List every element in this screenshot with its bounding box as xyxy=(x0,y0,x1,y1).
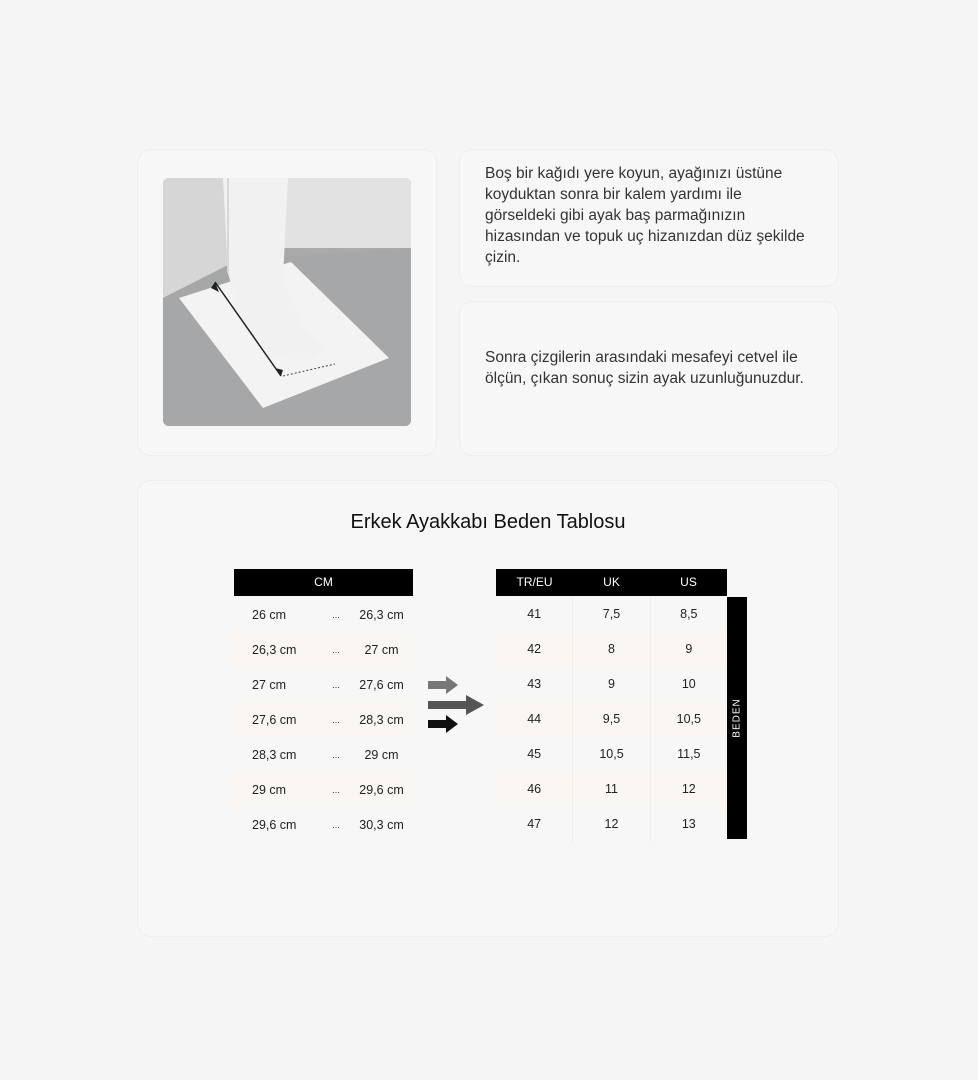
cm-to: 29,6 cm xyxy=(359,782,404,797)
size-row xyxy=(496,632,727,667)
cm-to: 26,3 cm xyxy=(359,607,404,622)
cm-row xyxy=(234,667,413,702)
beden-label-text: BEDEN xyxy=(731,698,743,738)
cm-rows xyxy=(234,597,413,842)
us-cell: 8,5 xyxy=(680,607,698,621)
cm-from: 29 cm xyxy=(252,782,287,797)
us-cell: 10 xyxy=(681,677,696,691)
uk-cell: 11 xyxy=(572,772,650,807)
cm-row xyxy=(234,807,413,842)
us-cell: 9 xyxy=(685,642,693,656)
range-separator: ... xyxy=(332,749,340,760)
cm-from: 29,6 cm xyxy=(252,817,297,832)
cm-row xyxy=(234,772,413,807)
cm-to: 28,3 cm xyxy=(359,712,404,727)
cm-row xyxy=(234,632,413,667)
uk-header: UK xyxy=(603,575,620,589)
tr-eu-cell: 47 xyxy=(527,817,542,831)
tr-eu-cell: 44 xyxy=(527,712,542,726)
us-header: US xyxy=(680,575,697,589)
us-cell: 12 xyxy=(681,782,696,796)
step-2-card xyxy=(459,301,839,456)
us-cell: 10,5 xyxy=(676,712,701,726)
cm-to: 27,6 cm xyxy=(359,677,404,692)
arrows-icon xyxy=(426,674,486,734)
range-separator: ... xyxy=(332,679,340,690)
range-separator: ... xyxy=(332,609,340,620)
size-table-card xyxy=(137,480,839,937)
uk-cell: 9 xyxy=(572,667,650,702)
cm-to: 29 cm xyxy=(364,747,399,762)
tr-eu-cell: 46 xyxy=(527,782,542,796)
size-row xyxy=(496,667,727,702)
size-columns-header xyxy=(496,569,727,596)
cm-from: 26,3 cm xyxy=(252,642,297,657)
uk-cell: 9,5 xyxy=(572,702,650,737)
us-cell: 13 xyxy=(681,817,696,831)
cm-from: 26 cm xyxy=(252,607,287,622)
beden-side-label xyxy=(727,597,747,839)
cm-from: 27 cm xyxy=(252,677,287,692)
tr-eu-cell: 43 xyxy=(527,677,542,691)
size-rows xyxy=(496,597,727,842)
cm-to: 27 cm xyxy=(364,642,399,657)
uk-cell: 7,5 xyxy=(572,597,650,632)
size-row xyxy=(496,597,727,632)
tr-eu-header: TR/EU xyxy=(516,575,553,589)
cm-row xyxy=(234,702,413,737)
step-2-text: Sonra çizgilerin arasındaki mesafeyi cetvel ile ölçün, çıkan sonuç sizin ayak uzunluğunuzdur. xyxy=(485,349,804,387)
cm-to: 30,3 cm xyxy=(359,817,404,832)
size-row xyxy=(496,772,727,807)
cm-row xyxy=(234,737,413,772)
cm-column-header: CM xyxy=(234,569,413,596)
range-separator: ... xyxy=(332,819,340,830)
step-1-card xyxy=(459,149,839,287)
foot-measure-photo xyxy=(163,178,411,426)
cm-from: 28,3 cm xyxy=(252,747,297,762)
foot-measure-photo-card xyxy=(137,149,437,456)
size-row xyxy=(496,737,727,772)
uk-cell: 10,5 xyxy=(572,737,650,772)
tr-eu-cell: 42 xyxy=(527,642,542,656)
tr-eu-cell: 41 xyxy=(527,607,542,621)
tr-eu-cell: 45 xyxy=(527,747,542,761)
uk-cell: 12 xyxy=(572,807,650,842)
us-cell: 11,5 xyxy=(677,747,701,761)
size-table-title: Erkek Ayakkabı Beden Tablosu xyxy=(350,511,626,533)
cm-from: 27,6 cm xyxy=(252,712,297,727)
cm-row xyxy=(234,597,413,632)
range-separator: ... xyxy=(332,784,340,795)
range-separator: ... xyxy=(332,644,340,655)
uk-cell: 8 xyxy=(572,632,650,667)
size-row xyxy=(496,702,727,737)
step-1-text: Boş bir kağıdı yere koyun, ayağınızı üstüne koyduktan sonra bir kalem yardımı ile görseldeki gibi ayak baş parmağınızın hizasından ve topuk uç hizanızdan düz şekilde çizin. xyxy=(485,165,805,266)
range-separator: ... xyxy=(332,714,340,725)
size-row xyxy=(496,807,727,842)
